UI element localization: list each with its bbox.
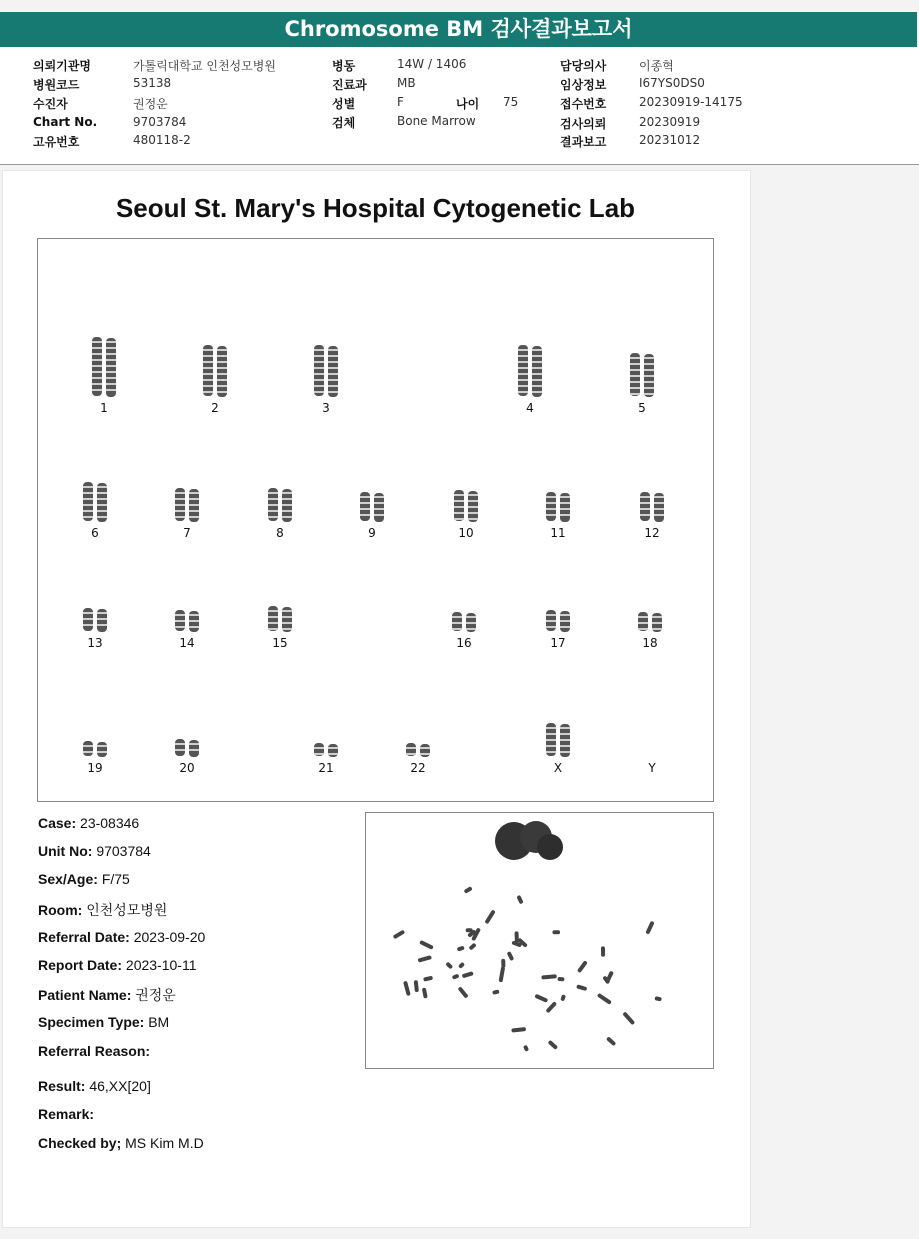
chromosome-number-label: Y	[648, 761, 656, 775]
field-label: Remark:	[38, 1106, 95, 1122]
chromosome-number-label: 3	[322, 401, 330, 415]
chromosome-number-label: X	[553, 761, 563, 775]
chromosome-number-label: 11	[550, 526, 566, 540]
chromosome-number-label: 19	[87, 761, 103, 775]
field-label: Checked by;	[38, 1135, 122, 1151]
chromosome-pair-image	[538, 492, 578, 522]
age-label: 나이	[456, 97, 480, 111]
sex-age-field	[38, 871, 130, 887]
room-field	[38, 900, 167, 920]
chromosome-pair-image	[306, 345, 346, 397]
info-value: MB	[397, 76, 416, 90]
field-value: 인천성모병원	[86, 902, 168, 918]
chromosome-number-label: 15	[272, 636, 288, 650]
chromosome-number-label: 5	[638, 401, 646, 415]
info-label: 병동	[332, 59, 356, 73]
info-value: 480118-2	[133, 133, 191, 147]
patient-info-panel	[0, 47, 919, 165]
chromosome-number-label: 21	[318, 761, 334, 775]
field-label: Patient Name:	[38, 987, 132, 1003]
report-date-field	[38, 957, 196, 973]
chromosome-pair-image	[622, 353, 662, 397]
chromosome-number-label: 17	[550, 636, 566, 650]
unit-field	[38, 843, 151, 859]
chromosome-pair-image	[538, 610, 578, 632]
info-label: 검사의뢰	[560, 117, 607, 131]
info-label: 담당의사	[560, 59, 607, 73]
patient-name-field	[38, 985, 176, 1005]
info-value: 권정운	[133, 97, 168, 111]
chromosome-number-label: 12	[644, 526, 660, 540]
chromosome-pair-image	[167, 488, 207, 522]
info-value: 9703784	[133, 115, 187, 129]
field-label: Report Date:	[38, 957, 123, 973]
info-value: 20230919-14175	[639, 95, 743, 109]
chromosome-pair-image	[84, 337, 124, 397]
info-value: I67YS0DS0	[639, 76, 705, 90]
info-label: 의뢰기관명	[33, 59, 91, 73]
chromosome-pair-image	[75, 608, 115, 632]
chromosome-pair-image	[538, 723, 578, 757]
info-label: 병원코드	[33, 78, 80, 92]
field-value: 2023-09-20	[133, 929, 206, 945]
chromosome-number-label: 8	[276, 526, 284, 540]
chromosome-number-label: 6	[91, 526, 99, 540]
chromosome-number-label: 1	[100, 401, 108, 415]
checked-by-field	[38, 1135, 204, 1151]
chromosome-number-label: 4	[526, 401, 534, 415]
info-value: 이종혁	[639, 59, 674, 73]
chromosome-number-label: 18	[642, 636, 658, 650]
chromosome-pair-image	[260, 606, 300, 632]
report-title: Chromosome BM 검사결과보고서	[0, 12, 917, 47]
field-value: BM	[148, 1014, 170, 1030]
chromosome-number-label: 2	[211, 401, 219, 415]
chromosome-pair-image	[306, 743, 346, 757]
field-label: Result:	[38, 1078, 86, 1094]
info-label: 성별	[332, 97, 356, 111]
info-value: 14W / 1406	[397, 57, 467, 71]
info-value: F	[397, 95, 404, 109]
info-label: 수진자	[33, 97, 68, 111]
chromosome-pair-image	[632, 492, 672, 522]
info-label: 고유번호	[33, 135, 80, 149]
chromosome-number-label: 9	[368, 526, 376, 540]
metaphase-spread-image	[366, 813, 713, 1068]
field-label: Referral Reason:	[38, 1043, 151, 1059]
info-value: 20230919	[639, 115, 701, 129]
chromosome-pair-image	[446, 490, 486, 522]
chromosome-pair-image	[75, 741, 115, 757]
chromosome-number-label: 13	[87, 636, 103, 650]
field-value: 9703784	[96, 843, 151, 859]
field-value: F/75	[101, 871, 130, 887]
info-label: 접수번호	[560, 97, 607, 111]
report-page	[2, 170, 751, 1228]
chromosome-pair-image	[510, 345, 550, 397]
chromosome-number-label: 16	[456, 636, 472, 650]
chromosome-number-label: 7	[183, 526, 191, 540]
chromosome-pair-image	[167, 739, 207, 757]
info-value: 20231012	[639, 133, 701, 147]
info-value: 53138	[133, 76, 172, 90]
chromosome-pair-image	[352, 492, 392, 522]
field-value: 권정운	[135, 987, 176, 1003]
field-label: Specimen Type:	[38, 1014, 145, 1030]
referral-date-field	[38, 929, 205, 945]
field-label: Room:	[38, 902, 83, 918]
chromosome-pair-image	[195, 345, 235, 397]
age-value: 75	[503, 95, 519, 109]
field-label: Sex/Age:	[38, 871, 98, 887]
karyotype-panel	[37, 238, 714, 802]
metaphase-image	[365, 812, 714, 1069]
info-value: Bone Marrow	[397, 114, 476, 128]
field-value: MS Kim M.D	[125, 1135, 204, 1151]
info-label: 검체	[332, 116, 356, 130]
info-label: 진료과	[332, 78, 367, 92]
info-label: Chart No.	[33, 115, 98, 129]
specimen-type-field	[38, 1014, 169, 1030]
referral-reason-field	[38, 1043, 150, 1059]
field-label: Unit No:	[38, 843, 93, 859]
result-field	[38, 1078, 151, 1094]
chromosome-number-label: 14	[179, 636, 195, 650]
chromosome-pair-image	[444, 612, 484, 632]
field-value: 46,XX[20]	[89, 1078, 151, 1094]
chromosome-pair-image	[630, 612, 670, 632]
chromosome-pair-image	[75, 482, 115, 522]
chromosome-pair-image	[167, 610, 207, 632]
remark-field	[38, 1106, 94, 1122]
info-label: 임상정보	[560, 78, 607, 92]
case-field	[38, 815, 139, 831]
chromosome-number-label: 20	[179, 761, 195, 775]
chromosome-number-label: 22	[410, 761, 426, 775]
chromosome-pair-image	[398, 743, 438, 757]
field-label: Case:	[38, 815, 77, 831]
chromosome-number-label: 10	[458, 526, 474, 540]
lab-title: Seoul St. Mary's Hospital Cytogenetic Lab	[115, 193, 636, 223]
info-label: 결과보고	[560, 135, 607, 149]
field-value: 2023-10-11	[125, 957, 197, 973]
chromosome-pair-image	[260, 488, 300, 522]
field-label: Referral Date:	[38, 929, 130, 945]
info-value: 가톨릭대학교 인천성모병원	[133, 59, 276, 73]
field-value: 23-08346	[80, 815, 140, 831]
